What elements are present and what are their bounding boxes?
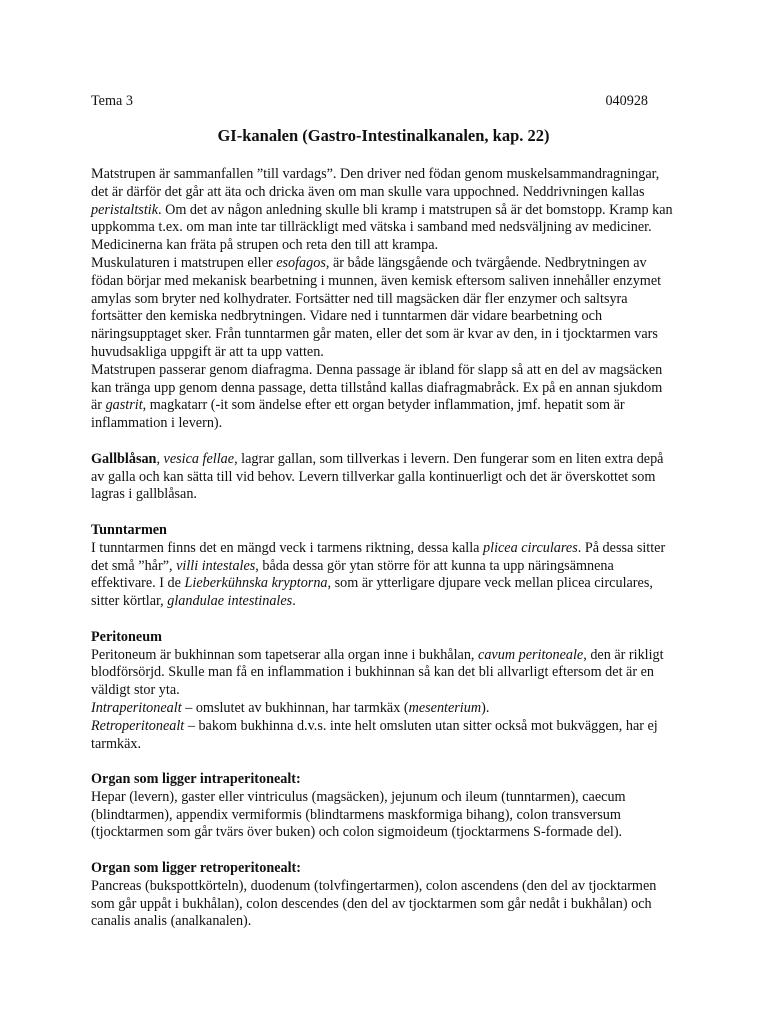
paragraph-intraperitoneal: Intraperitonealt – omslutet av bukhinnan, har tarmkäx (mesenterium). xyxy=(91,699,490,716)
paragraph-small-intestine: I tunntarmen finns det en mängd veck i tarmens riktning, dessa kalla plicea circulares. På dessa sitter det små ”hår”, villi intestales, båda dessa gör ytan större för att kunna ta upp näringsämnena effektivare. I de Lieberkühnska kryptorna, som är ytterligare djupare veck mellan plicea circulares, sitter körtlar, glandulae intestinales. xyxy=(91,539,666,610)
paragraph-diaphragm: Matstrupen passerar genom diafragma. Denna passage är ibland för slapp så att en del av magsäcken kan tränga upp genom denna passage, detta tillstånd kallas diafragmabråck. Ex på en annan sjukdom är gastrit, magkatarr (-it som ändelse efter ett organ betyder inflammation, jmf. hepatit som är inflammation i levern). xyxy=(91,361,663,432)
term-mesenterium: mesenterium xyxy=(408,699,482,716)
page-title: GI-kanalen (Gastro-Intestinalkanalen, kap. 22) xyxy=(217,126,550,145)
document-body xyxy=(91,166,676,931)
term-gastrit: gastrit xyxy=(105,397,143,414)
term-cavum-peritoneale: cavum peritoneale xyxy=(478,646,584,663)
paragraph-esophagus-2: Muskulaturen i matstrupen eller esofagos, är både längsgående och tvärgående. Nedbrytningen av födan börjar med mekanisk bearbetning i munnen, även kemisk eftersom saliven innehåller enzymet amylas som bryter ned kolhydrater. Fortsätter ned till magsäcken där fler enzymer och saltsyra fortsätter den kemiska nedbrytningen. Vidare ned i tunntarmen där vidare bearbetning och näringsupptaget sker. Från tunntarmen går maten, eller det som är kvar av den, in i tjocktarmen vars huvudsakliga uppgift är att ta upp vatten. xyxy=(91,254,662,360)
term-lieberkuhn: Lieberkühnska kryptorna xyxy=(184,575,328,592)
paragraph-retro-organs: Pancreas (bukspottkörteln), duodenum (tolvfingertarmen), colon ascendens (den del av tjocktarmen som går uppåt i bukhålan), colon descendes (den del av tjocktarmen som går nedåt i bukhålan) och canalis analis (analkanalen). xyxy=(91,877,657,930)
heading-small-intestine: Tunntarmen xyxy=(91,521,167,538)
paragraph-intra-organs: Hepar (levern), gaster eller vintriculus (magsäcken), jejunum och ileum (tunntarmen), caecum (blindtarmen), appendix vermiformis (blindtarmens maskformiga bihang), colon transversum (tjocktarmen som går tvärs över buken) och colon sigmoideum (tjocktarmens S-formade del). xyxy=(91,788,626,841)
heading-peritoneum: Peritoneum xyxy=(91,628,162,645)
term-retroperitonealt: Retroperitonealt xyxy=(91,717,185,734)
paragraph-peritoneum: Peritoneum är bukhinnan som tapetserar alla organ inne i bukhålan, cavum peritoneale, den är rikligt blodförsörjd. Skulle man få en inflammation i bukhinnan så kan det bli allvarligt eftersom det är en väldigt stor yta. xyxy=(91,646,664,699)
term-esofagos: esofagos xyxy=(276,254,326,271)
term-plicea-circulares: plicea circulares xyxy=(483,539,578,556)
term-peristalsis: peristaltstik xyxy=(91,201,158,218)
term-villi-intestales: villi intestales xyxy=(176,557,256,574)
spacer xyxy=(91,753,676,771)
term-glandulae: glandulae intestinales xyxy=(167,593,293,610)
heading-gallbladder: Gallblåsan xyxy=(91,450,157,467)
date-label: 040928 xyxy=(605,93,648,109)
term-intraperitonealt: Intraperitonealt xyxy=(91,699,182,716)
paragraph-gallbladder: Gallblåsan, vesica fellae, lagrar gallan, som tillverkas i levern. Den fungerar som en liten extra depå av galla och kan sätta till vid behov. Levern tillverkar galla kontinuerligt och det är överskottet som lagras i gallblåsan. xyxy=(91,450,664,503)
spacer xyxy=(91,504,676,522)
spacer xyxy=(91,611,676,629)
spacer xyxy=(91,433,676,451)
spacer xyxy=(91,842,676,860)
heading-retro-organs: Organ som ligger retroperitonealt: xyxy=(91,860,302,877)
topic-label: Tema 3 xyxy=(91,93,133,109)
paragraph-retroperitoneal: Retroperitonealt – bakom bukhinna d.v.s. inte helt omsluten utan sitter också mot bukväggen, har ej tarmkäx. xyxy=(91,717,658,752)
term-vesica-fellae: vesica fellae xyxy=(163,450,235,467)
paragraph-esophagus-1: Matstrupen är sammanfallen ”till vardags”. Den driver ned födan genom muskelsammandragningar, det är därför det går att äta och dricka även om man skulle vara uppochned. Neddrivningen kallas peristaltstik. Om det av någon anledning skulle bli kramp i matstrupen så är det bomstopp. Kramp kan uppkomma t.ex. om man inte tar tillräckligt med vätska i samband med nedsväljning av mediciner. Medicinerna kan fräta på strupen och reta den till att krampa. xyxy=(91,166,673,254)
heading-intra-organs: Organ som ligger intraperitonealt: xyxy=(91,771,301,788)
